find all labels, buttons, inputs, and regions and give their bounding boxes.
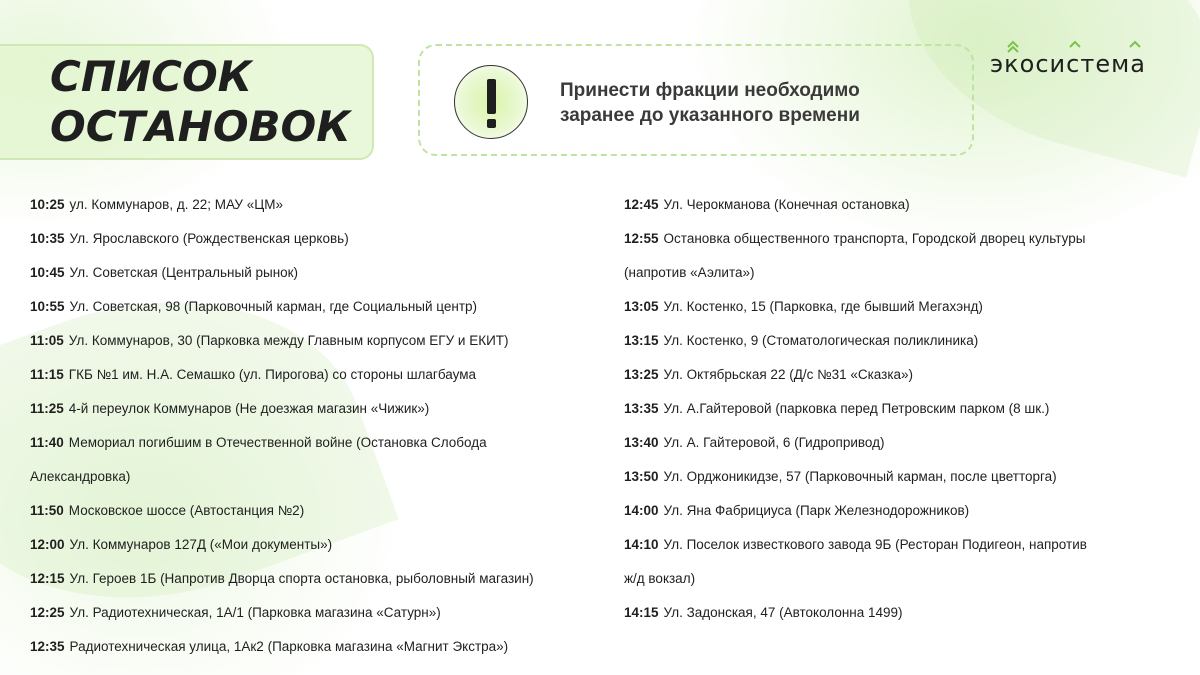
stop-place: Ул. Черокманова (Конечная остановка) — [663, 197, 910, 212]
stop-item — [30, 222, 610, 256]
stop-time: 13:50 — [624, 469, 659, 484]
stop-item — [30, 392, 610, 426]
stop-place: Ул. Октябрьская 22 (Д/с №31 «Сказка») — [663, 367, 914, 382]
stops-column-right — [624, 188, 1184, 630]
stop-item — [30, 494, 610, 528]
stop-item — [30, 290, 610, 324]
stop-item — [30, 256, 610, 290]
stop-time: 12:55 — [624, 231, 659, 246]
stop-time: 11:15 — [30, 367, 64, 382]
page-title-line2: ОСТАНОВОК — [50, 102, 351, 151]
logo — [990, 40, 1180, 90]
stop-time: 12:45 — [624, 197, 659, 212]
stop-time: 13:35 — [624, 401, 659, 416]
stop-item — [30, 630, 610, 664]
stop-place: Ул. Орджоникидзе, 57 (Парковочный карман, после цветторга) — [663, 469, 1057, 484]
stop-place: Ул. Яна Фабрициуса (Парк Железнодорожников) — [663, 503, 970, 518]
stop-place: ГКБ №1 им. Н.А. Семашко (ул. Пирогова) со стороны шлагбаума — [68, 367, 477, 382]
stop-time: 11:05 — [30, 333, 64, 348]
stop-item — [624, 528, 1184, 562]
stop-time: 12:15 — [30, 571, 65, 586]
title-box — [0, 44, 374, 160]
stop-item — [30, 562, 610, 596]
stop-place: ул. Коммунаров, д. 22; МАУ «ЦМ» — [69, 197, 283, 212]
stop-item — [30, 188, 610, 222]
notice-line2: заранее до указанного времени — [560, 105, 860, 126]
stop-time: 13:40 — [624, 435, 659, 450]
stop-time: 10:25 — [30, 197, 65, 212]
stop-time: 14:00 — [624, 503, 659, 518]
logo-text: экосистема — [990, 50, 1146, 78]
stop-item — [624, 358, 1184, 392]
stop-item — [624, 392, 1184, 426]
stop-item — [624, 494, 1184, 528]
notice-box — [418, 44, 974, 156]
stop-time: 12:00 — [30, 537, 65, 552]
stop-item — [30, 324, 610, 358]
stop-time: 11:25 — [30, 401, 64, 416]
stop-place: Остановка общественного транспорта, Городской дворец культуры — [663, 231, 1086, 246]
stop-place: Ул. Поселок известкового завода 9Б (Ресторан Подигеон, напротив — [663, 537, 1087, 552]
stop-time: 10:35 — [30, 231, 65, 246]
stop-item — [624, 460, 1184, 494]
stop-time: 10:55 — [30, 299, 65, 314]
stop-place: Ул. Задонская, 47 (Автоколонна 1499) — [663, 605, 903, 620]
stop-place: Ул. Коммунаров 127Д («Мои документы») — [69, 537, 333, 552]
stop-time: 13:15 — [624, 333, 659, 348]
stop-place: Ул. Ярославского (Рождественская церковь) — [69, 231, 349, 246]
stop-time: 11:50 — [30, 503, 64, 518]
stop-place: Ул. Костенко, 15 (Парковка, где бывший Мегахэнд) — [663, 299, 983, 314]
stop-item — [30, 528, 610, 562]
stop-place: Радиотехническая улица, 1Ак2 (Парковка магазина «Магнит Экстра») — [69, 639, 509, 654]
stop-item — [624, 324, 1184, 358]
stop-place: Ул. А.Гайтеровой (парковка перед Петровским парком (8 шк.) — [663, 401, 1050, 416]
stop-place-continuation: ж/д вокзал) — [624, 571, 696, 586]
stop-place: Мемориал погибшим в Отечественной войне (Остановка Слобода — [68, 435, 487, 450]
stop-time: 12:35 — [30, 639, 65, 654]
stop-place: Ул. Костенко, 9 (Стоматологическая поликлиника) — [663, 333, 979, 348]
page-title-line1: СПИСОК — [50, 52, 252, 101]
stop-item — [624, 596, 1184, 630]
stop-item — [624, 426, 1184, 460]
stop-time: 13:05 — [624, 299, 659, 314]
notice-line1: Принести фракции необходимо — [560, 80, 860, 101]
stop-time: 10:45 — [30, 265, 65, 280]
stop-time: 12:25 — [30, 605, 65, 620]
stop-place-continuation: Александровка) — [30, 469, 131, 484]
stop-item — [624, 290, 1184, 324]
stop-place: Московское шоссе (Автостанция №2) — [68, 503, 305, 518]
stop-item — [624, 188, 1184, 222]
stop-time: 14:15 — [624, 605, 659, 620]
stop-place: Ул. Советская, 98 (Парковочный карман, где Социальный центр) — [69, 299, 478, 314]
stop-place: Ул. Героев 1Б (Напротив Дворца спорта остановка, рыболовный магазин) — [69, 571, 534, 586]
stop-item — [30, 596, 610, 630]
stop-time: 11:40 — [30, 435, 64, 450]
stop-item — [30, 426, 610, 460]
stop-item — [624, 222, 1184, 256]
stop-place: Ул. А. Гайтеровой, 6 (Гидропривод) — [663, 435, 885, 450]
stop-place: Ул. Советская (Центральный рынок) — [69, 265, 299, 280]
stop-time: 14:10 — [624, 537, 659, 552]
stop-place-continuation: (напротив «Аэлита») — [624, 265, 755, 280]
stop-place: Ул. Коммунаров, 30 (Парковка между Главным корпусом ЕГУ и ЕКИТ) — [68, 333, 509, 348]
exclamation-icon — [454, 65, 528, 139]
stop-time: 13:25 — [624, 367, 659, 382]
notice-text — [560, 78, 960, 128]
stop-item — [30, 358, 610, 392]
stop-place: Ул. Радиотехническая, 1А/1 (Парковка магазина «Сатурн») — [69, 605, 441, 620]
stops-column-left — [30, 188, 610, 664]
stop-place: 4-й переулок Коммунаров (Не доезжая магазин «Чижик») — [68, 401, 430, 416]
